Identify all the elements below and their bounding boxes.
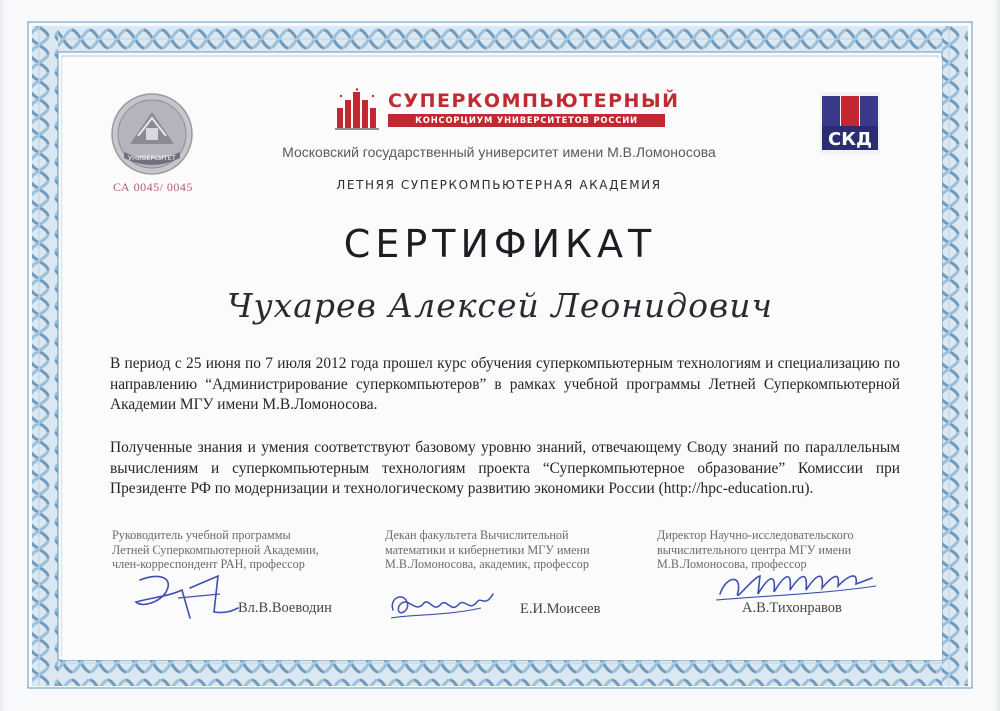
skyline-icon: [333, 88, 383, 132]
university-seal-icon: [110, 92, 194, 176]
signatory-title-line: Летней Суперкомпьютерной Академии,: [112, 542, 319, 557]
signatory-title-1: [112, 528, 342, 572]
consortium-logo: [333, 88, 680, 134]
academy-name: ЛЕТНЯЯ СУПЕРКОМПЬЮТЕРНАЯ АКАДЕМИЯ: [336, 178, 662, 192]
certificate-number: СА 0045/ 0045: [113, 180, 193, 194]
seal-text: УНИВЕРСИТЕТ: [128, 154, 176, 162]
skd-logo-text: СКД: [828, 129, 872, 150]
signature-moiseev: [385, 584, 505, 624]
logo-main-text: СУПЕРКОМПЬЮТЕРНЫЙ: [388, 90, 680, 112]
signatory-title-line: М.В.Ломоносова, академик, профессор: [385, 557, 589, 571]
signature-voevodin: [130, 568, 240, 624]
signatory-title-line: член-корреспондент РАН, профессор: [112, 557, 305, 571]
signatory-name-3: А.В.Тихонравов: [742, 600, 842, 616]
signatory-name-1: Вл.В.Воеводин: [238, 600, 332, 616]
course-description: В период с 25 июня по 7 июля 2012 года прошел курс обучения суперкомпьютерным технологиям и специализацию по направлению “Администрирование суперкомпьютеров” в рамках учебной программы Летней Суперкомпьютерной Академии МГУ имени М.В.Ломоносова.: [110, 355, 900, 413]
signatory-title-line: М.В.Ломоносова, профессор: [657, 557, 807, 571]
signatory-title-line: Руководитель учебной программы: [112, 528, 291, 542]
signatory-title-line: Директор Научно-исследовательского: [657, 528, 854, 542]
university-name: Московский государственный университет имени М.В.Ломоносова: [282, 144, 716, 160]
signatory-name-2: Е.И.Моисеев: [520, 601, 601, 617]
recipient-name: Чухарев Алексей Леонидович: [227, 286, 773, 325]
skd-logo-icon: [820, 92, 880, 154]
knowledge-statement: Полученные знания и умения соответствуют базовому уровню знаний, отвечающему Своду знаний по параллельным вычислениям и суперкомпьютерным технологиям проекта “Суперкомпьютерное образование” Комиссии при Президенте РФ по модернизации и технологическому развитию экономики России (http://hpc-education.ru).: [110, 439, 900, 497]
signatory-title-3: [657, 528, 887, 572]
signatory-title-2: [385, 528, 615, 572]
signatory-title-line: вычислительного центра МГУ имени: [657, 542, 852, 557]
logo-sub-text: КОНСОРЦИУМ УНИВЕРСИТЕТОВ РОССИИ: [415, 115, 638, 125]
signatory-title-line: математики и кибернетики МГУ имени: [385, 542, 590, 557]
certificate-title: СЕРТИФИКАТ: [343, 222, 657, 266]
signatory-title-line: Декан факультета Вычислительной: [385, 528, 569, 542]
